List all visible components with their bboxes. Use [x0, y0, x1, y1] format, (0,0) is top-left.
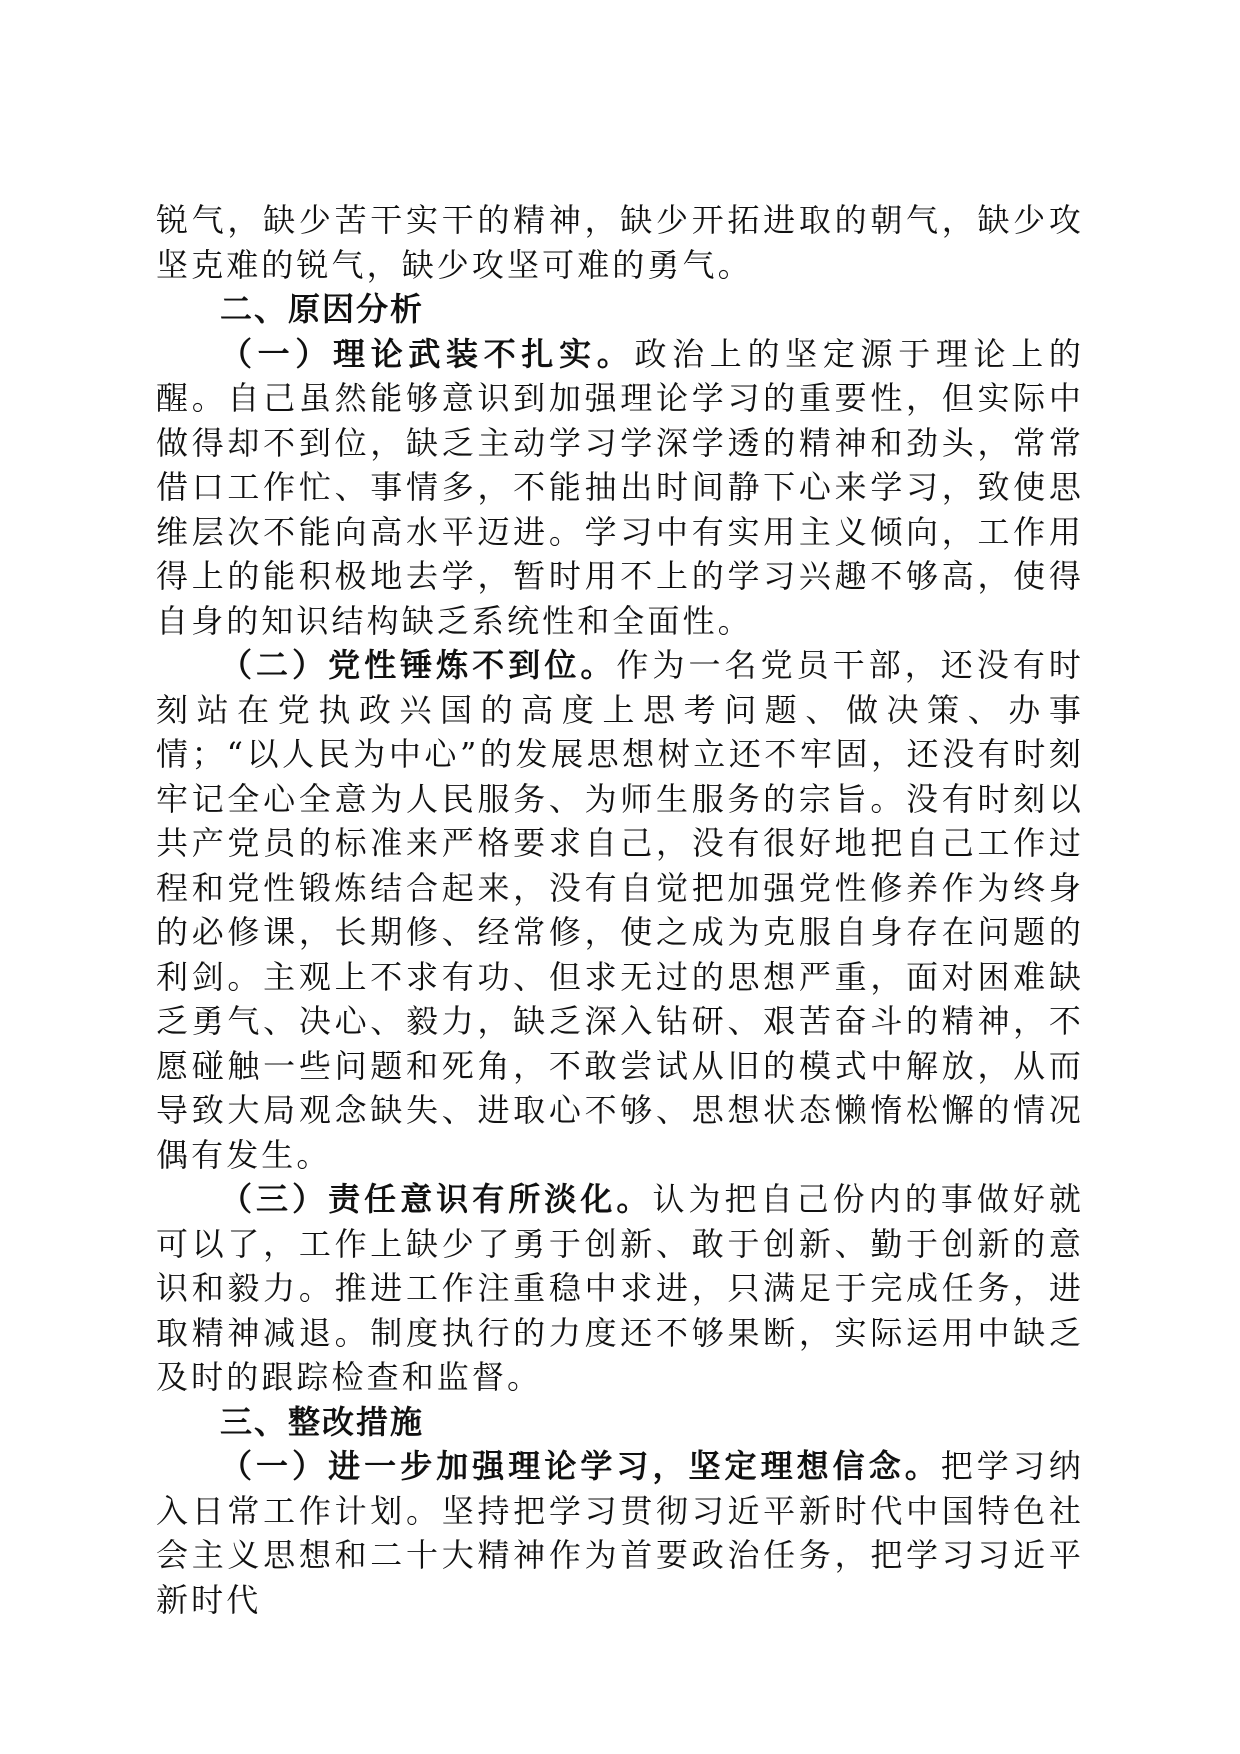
paragraph-lead: （一）进一步加强理论学习，坚定理想信念。 [220, 1447, 941, 1485]
section-heading-cause-analysis: 二、原因分析 [220, 290, 425, 328]
paragraph-text: 政治上的坚定源于理论上的醒。自己虽然能够意识到加强理论学习的重要性，但实际中做得却不到位，缺乏主动学习学深学透的精神和劲头，常常借口工作忙、事情多，不能抽出时间静下心来学习，致使思维层次不能向高水平迈进。学习中有实用主义倾向，工作用得上的能积极地去学，暂时用不上的学习兴趣不够高，使得自身的知识结构缺乏系统性和全面性。 [156, 334, 1084, 640]
paragraph-lead: （一）理论武装不扎实。 [220, 334, 635, 373]
paragraph-text: 把学习纳入日常工作计划。坚持把学习贯彻习近平新时代中国特色社会主义思想和二十大精神作为首要政治任务，把学习习近平新时代 [156, 1447, 1084, 1619]
continuation-paragraph: 锐气，缺少苦干实干的精神，缺少开拓进取的朝气，缺少攻坚克难的锐气，缺少攻坚可难的勇气。 [156, 201, 1084, 284]
paragraph-text: 作为一名党员干部，还没有时刻站在党执政兴国的高度上思考问题、做决策、办事情；“以人民为中心”的发展思想树立还不牢固，还没有时刻牢记全心全意为人民服务、为师生服务的宗旨。没有时刻以共产党员的标准来严格要求自己，没有很好地把自己工作过程和党性锻炼结合起来，没有自觉把加强党性修养作为终身的必修课，长期修、经常修，使之成为克服自身存在问题的利剑。主观上不求有功、但求无过的思想严重，面对困难缺乏勇气、决心、毅力，缺乏深入钻研、艰苦奋斗的精神，不愿碰触一些问题和死角，不敢尝试从旧的模式中解放，从而导致大局观念缺失、进取心不够、思想状态懒惰松懈的情况偶有发生。 [156, 646, 1084, 1174]
document-body [156, 198, 1084, 1622]
paragraph-lead: （三）责任意识有所淡化。 [220, 1180, 653, 1218]
paragraph-text: 认为把自己份内的事做好就可以了，工作上缺少了勇于创新、敢于创新、勤于创新的意识和毅力。推进工作注重稳中求进，只满足于完成任务，进取精神减退。制度执行的力度还不够果断，实际运用中缺乏及时的跟踪检查和监督。 [156, 1180, 1084, 1396]
section-heading-rectification-measures: 三、整改措施 [220, 1402, 425, 1441]
paragraph-party-spirit [156, 643, 1084, 1177]
paragraph-responsibility [156, 1177, 1084, 1400]
paragraph-theory-armament [156, 332, 1084, 644]
paragraph-lead: （二）党性锤炼不到位。 [220, 646, 617, 684]
paragraph-strengthen-theory-study [156, 1444, 1084, 1622]
